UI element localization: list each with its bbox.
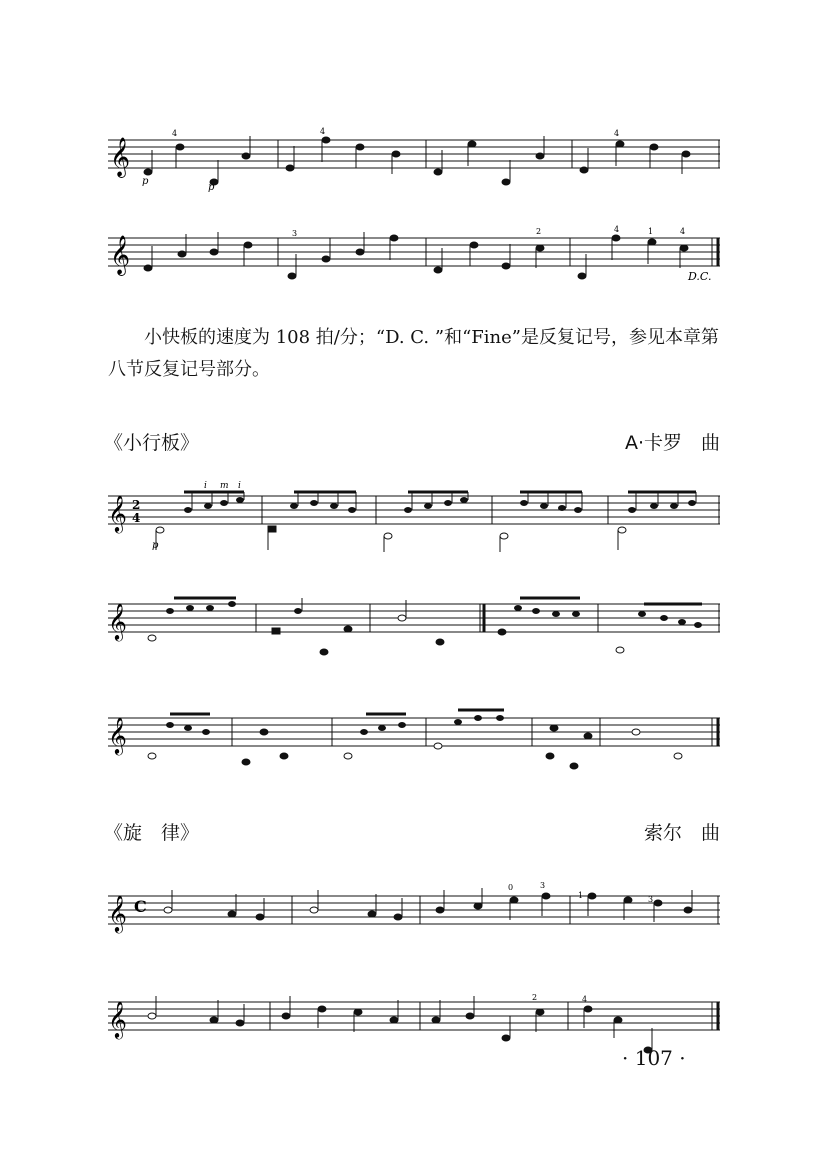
fingering-mark: m — [220, 481, 229, 491]
fingering-mark: 4 — [614, 225, 620, 234]
exercise-staff-2 — [108, 224, 720, 284]
piece-title-2: 《旋 律》 — [104, 822, 200, 844]
treble-clef-icon: 𝄞 — [110, 235, 131, 275]
dynamic-mark: p — [142, 176, 149, 187]
piece-composer: A·卡罗 曲 — [624, 432, 720, 454]
melody-staff-1 — [108, 881, 720, 948]
time-sig-bottom: 4 — [132, 511, 141, 525]
time-sig-common: C — [134, 897, 147, 916]
dynamic-mark: p — [152, 540, 159, 551]
fingering-mark: 0 — [508, 883, 514, 892]
explanation-paragraph — [108, 322, 724, 386]
fingering-mark: 4 — [582, 995, 588, 1004]
treble-clef-icon: 𝄞 — [108, 716, 127, 754]
fingering-mark: 1 — [648, 227, 654, 236]
paragraph-text: 小快板的速度为 108 拍/分；“D. C. ”和“Fine”是反复记号，参见本章第八节反复记号部分。 — [108, 327, 719, 380]
fingering-mark: 1 — [578, 891, 584, 900]
andante-staff-1 — [108, 481, 720, 551]
page-number: · 107 · — [622, 1046, 686, 1070]
fingering-mark: 3 — [540, 881, 546, 890]
fingering-mark: 2 — [532, 993, 538, 1002]
fingering-mark: 4 — [320, 127, 326, 136]
fingering-mark: 4 — [172, 129, 178, 138]
treble-clef-icon: 𝄞 — [108, 602, 127, 640]
dc-mark: D.C. — [688, 270, 712, 283]
fingering-mark: 3 — [292, 229, 298, 238]
andante-staff-2 — [108, 596, 720, 656]
andante-staff-3 — [108, 710, 720, 770]
fingering-mark: 4 — [614, 129, 620, 138]
time-sig-top: 2 — [132, 498, 141, 512]
fingering-mark: i — [238, 481, 241, 491]
fingering-mark: 2 — [536, 227, 542, 236]
treble-clef-icon: 𝄞 — [108, 1000, 127, 1038]
treble-clef-icon: 𝄞 — [108, 494, 127, 532]
treble-clef-icon: 𝄞 — [110, 137, 131, 177]
piece-composer-2: 索尔 曲 — [643, 822, 720, 844]
treble-clef-icon: 𝄞 — [108, 894, 127, 932]
fingering-mark: 4 — [680, 227, 686, 236]
fingering-mark: 3 — [648, 895, 654, 904]
melody-staff-2 — [108, 994, 720, 1054]
exercise-staff-1 — [108, 126, 720, 193]
dynamic-mark-2: p — [208, 182, 215, 193]
piece-title: 《小行板》 — [104, 432, 200, 454]
fingering-mark: i — [204, 481, 207, 491]
